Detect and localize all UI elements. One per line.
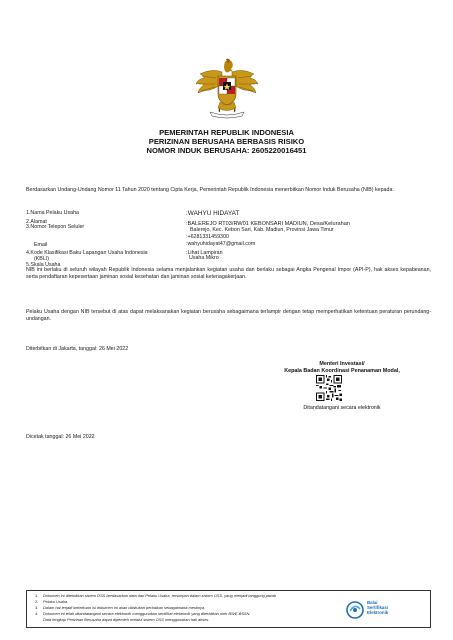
footnote-item: Data lengkap Perizinan Berusaha dapat diperoleh melalui sistem OSS menggunakan hak akses. [43, 617, 210, 622]
field-value-address-1: :BALEREJO RT03/RW01 KEBONSARI MADIUN, Desa/Kelurahan [186, 221, 350, 227]
header-title-line2: PERIZINAN BERUSAHA BERBASIS RISIKO [148, 137, 305, 146]
field-label-phone: 3.Nomor Telepon Seluler [26, 224, 85, 230]
footnote-item: 2. Pelaku Usaha. [35, 599, 69, 604]
issued-date: Diterbitkan di Jakarta, tanggal: 26 Mei 2022 [26, 346, 129, 352]
field-label-kbli-2: (KBLI) [34, 256, 50, 262]
field-value-name: :WAHYU HIDAYAT [186, 210, 240, 217]
footnote-item: 3. Dalam hal terjadi kekeliruan isi dokumen ini akan dilakukan perbaikan sebagaimana mestinya. [35, 605, 206, 610]
field-label-kbli: 4.Kode Klasifikasi Baku Lapangan Usaha Indonesia [26, 250, 148, 256]
qr-code-icon [316, 375, 342, 401]
field-value-scale: Usaha Mikro [189, 254, 219, 261]
electronic-signature-note: Ditandatangani secara elektronik [303, 405, 381, 411]
footnote-item: 1. Dokumen ini diterbitkan sistem OSS berdasarkan data dari Pelaku Usaha, tersimpan dalam sistem OSS, yang menjadi tanggung jawab [35, 593, 276, 598]
signatory-title-2: Kepala Badan Koordinasi Penanaman Modal, [284, 367, 400, 374]
signature-block [252, 361, 432, 374]
field-value-kbli: :Lihat Lampiran [186, 250, 223, 256]
field-value-phone: :+6281331459300 [186, 234, 229, 240]
field-label-email: Email [34, 242, 48, 248]
garuda-emblem-icon [196, 58, 258, 122]
field-label-scale: 5.Skala Usaha [26, 262, 61, 268]
field-value-address-2: Balerejo, Kec. Kebon Sari, Kab. Madiun, Provinsi Jawa Timur [190, 227, 334, 233]
field-label-name: 1.Nama Pelaku Usaha [26, 210, 79, 216]
printed-date: Dicetak tanggal: 26 Mei 2022 [26, 434, 95, 440]
nib-number-heading: NOMOR INDUK BERUSAHA: 2605220016451 [146, 146, 307, 155]
validity-paragraph: NIB ini berlaku di seluruh wilayah Republik Indonesia selama menjalankan kegiatan usaha dan berlaku sebagai Angka Pengenal Impor (API-P), hak akses kepabeanan, serta pendaftaran kepesertaan jaminan sosial kesehatan dan jaminan sosial ketenagakerjaan. [26, 267, 431, 281]
bsre-logo-text: Balai Sertifikasi Elektronik [367, 600, 389, 615]
footnote-item: 4. Dokumen ini telah ditandatangani secara elektronik menggunakan sertifikat elektronik yang diterbitkan oleh BSrE-BSSN. [35, 611, 251, 616]
field-label-address: 2.Alamat [26, 219, 47, 225]
compliance-paragraph: Pelaku Usaha dengan NIB tersebut di atas dapat melaksanakan kegiatan berusaha sebagaimana terlampir dengan tetap memperhatikan ketentuan peraturan perundang-undangan. [26, 309, 431, 323]
signatory-title-1: Menteri Investasi/ [319, 361, 365, 367]
intro-paragraph: Berdasarkan Undang-Undang Nomor 11 Tahun 2020 tentang Cipta Kerja, Pemerintah Republik Indonesia menerbitkan Nomor Induk Berusaha (NIB) kepada: [26, 187, 394, 193]
field-value-email: :wahyuhidayat47@gmail.com [186, 241, 256, 247]
header-title-line1: PEMERINTAH REPUBLIK INDONESIA [159, 128, 294, 137]
